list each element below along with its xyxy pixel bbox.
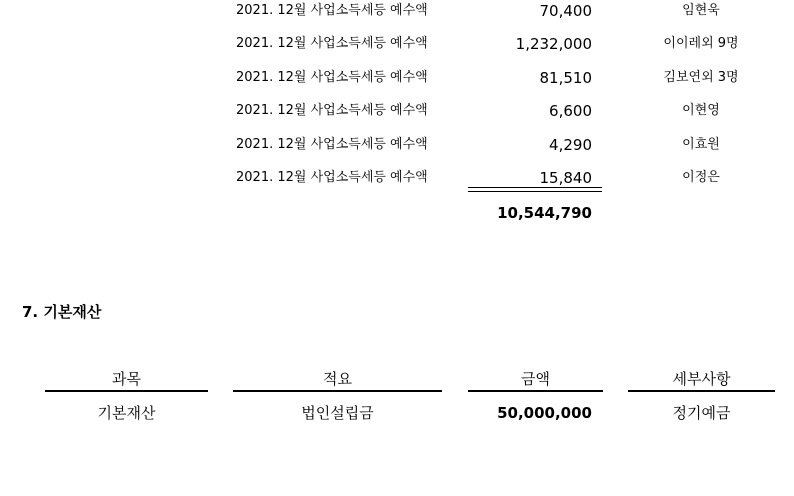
row-description: 2021. 12월 사업소득세등 예수액: [236, 103, 428, 118]
column-header-amount: 금액: [468, 368, 603, 392]
table-row: [0, 167, 794, 200]
row-person: 이현영: [682, 103, 720, 118]
cell-amount: 50,000,000: [497, 404, 592, 422]
row-person: 임현욱: [682, 3, 720, 18]
row-person: 이정은: [682, 170, 720, 185]
table-row: [0, 67, 794, 100]
row-amount: 70,400: [539, 2, 592, 20]
row-amount: 4,290: [549, 136, 592, 154]
column-header-summary: 적요: [233, 368, 442, 392]
row-person: 김보연외 3명: [663, 70, 739, 85]
table-row: [0, 33, 794, 66]
row-description: 2021. 12월 사업소득세등 예수액: [236, 170, 428, 185]
table-row: [0, 134, 794, 167]
table-row: [0, 0, 794, 33]
cell-details: 정기예금: [672, 404, 731, 422]
row-description: 2021. 12월 사업소득세등 예수액: [236, 70, 428, 85]
row-person: 이이레외 9명: [663, 36, 739, 51]
cell-subject: 기본재산: [97, 404, 156, 422]
section-title: 7. 기본재산: [22, 303, 102, 321]
cell-summary: 법인설립금: [301, 404, 374, 422]
row-description: 2021. 12월 사업소득세등 예수액: [236, 137, 428, 152]
column-header-subject: 과목: [45, 368, 208, 392]
deposit-total: 10,544,790: [497, 204, 592, 222]
row-person: 이효원: [682, 137, 720, 152]
row-amount: 6,600: [549, 102, 592, 120]
row-description: 2021. 12월 사업소득세등 예수액: [236, 36, 428, 51]
row-amount: 1,232,000: [515, 35, 592, 53]
table-row: [0, 100, 794, 133]
row-amount: 81,510: [539, 69, 592, 87]
column-header-details: 세부사항: [628, 368, 775, 392]
total-double-underline: [468, 187, 602, 192]
row-amount: 15,840: [539, 169, 592, 187]
row-description: 2021. 12월 사업소득세등 예수액: [236, 3, 428, 18]
